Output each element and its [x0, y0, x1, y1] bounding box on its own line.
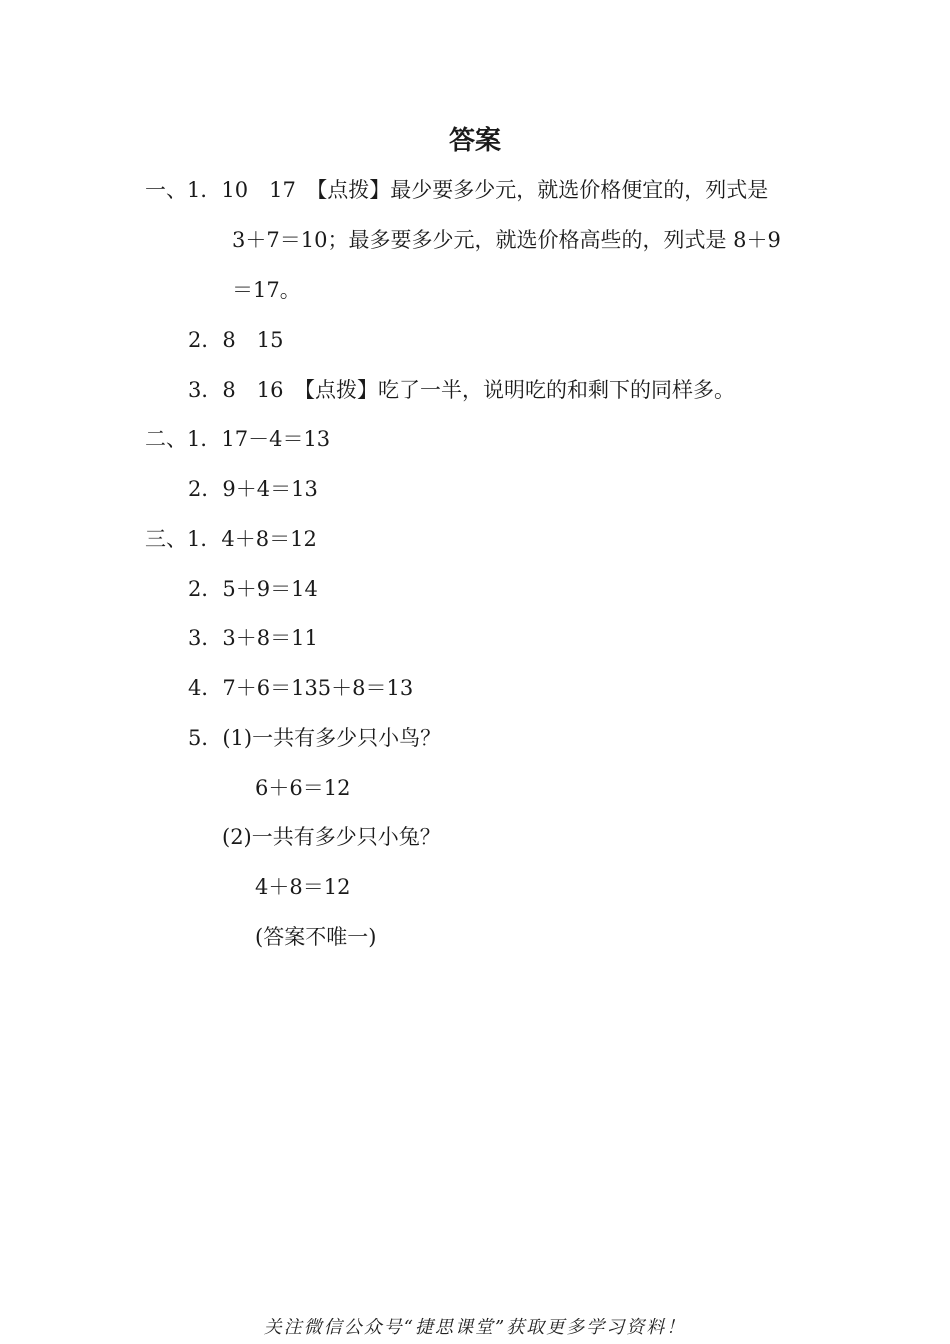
answer-line-3-2: 2．5＋9＝14	[188, 577, 318, 601]
answer-line-3-1: 三、1．4＋8＝12	[145, 527, 317, 551]
answer-line-1-3: 3．8 16 【点拨】吃了一半，说明吃的和剩下的同样多。	[188, 378, 735, 402]
answer-line-3-5: 5．(1)一共有多少只小鸟？	[188, 726, 442, 750]
answer-line-2-1: 二、1．17－4＝13	[145, 427, 331, 451]
answer-line-1-2: 2．8 15	[188, 328, 284, 352]
answer-line-1-1: 一、1．10 17 【点拨】最少要多少元，就选价格便宜的，列式是	[145, 178, 769, 202]
answer-line-3-5-2: (2)一共有多少只小兔？	[222, 825, 441, 849]
answer-line-3-3: 3．3＋8＝11	[188, 626, 318, 650]
answer-line-3-5-2-formula: 4＋8＝12	[255, 875, 351, 899]
answer-line-3-5-1-formula: 6＋6＝12	[255, 776, 351, 800]
answer-line-2-2: 2．9＋4＝13	[188, 477, 318, 501]
answer-line-3-4: 4．7＋6＝135＋8＝13	[188, 676, 414, 700]
answer-line-1-1-cont: 3＋7＝10；最多要多少元，就选价格高些的，列式是 8＋9	[232, 228, 781, 252]
footer-watermark-text: 关注微信公众号“捷思课堂”获取更多学习资料！	[263, 1317, 687, 1338]
answer-note: (答案不唯一)	[255, 925, 377, 949]
page-title: 答案	[448, 126, 501, 156]
answer-line-1-1-end: ＝17。	[232, 278, 301, 302]
